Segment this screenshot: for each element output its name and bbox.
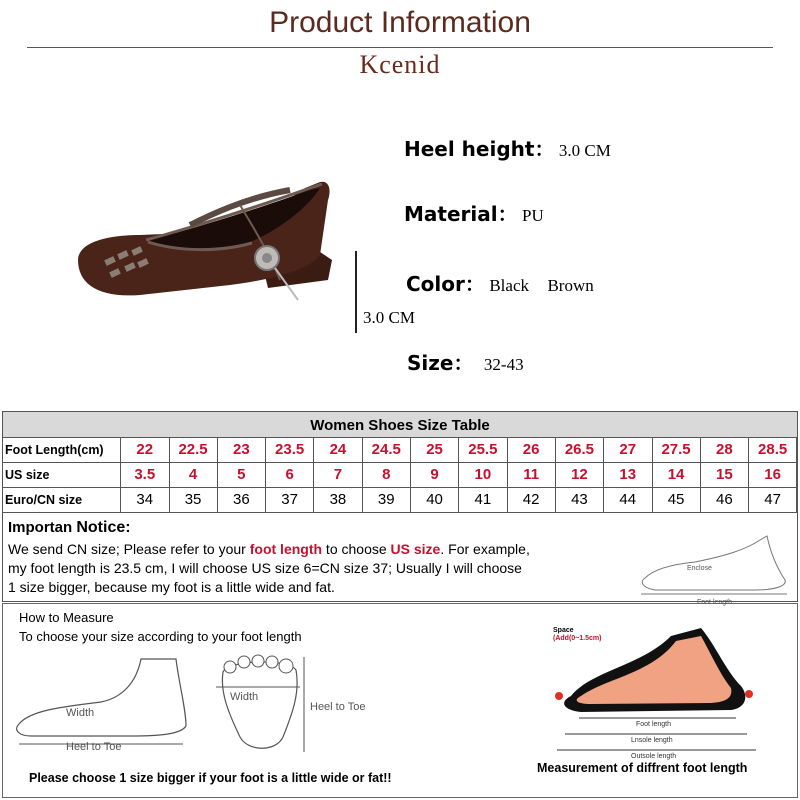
size-table-cell: 36 — [218, 488, 267, 512]
heel-height-measure: 3.0 CM — [363, 308, 415, 327]
notice-foot-length: foot length — [249, 541, 323, 557]
side-foot-diagram — [11, 654, 196, 754]
notice-text-7: 1 size bigger, because my foot is a little wide and fat. — [8, 579, 335, 595]
spec-heel-height — [404, 133, 611, 162]
size-table-cell: 37 — [266, 488, 315, 512]
heel-to-toe-label-top: Heel to Toe — [310, 701, 366, 713]
size-table-cell: 43 — [556, 488, 605, 512]
size-table-cell: 14 — [652, 463, 701, 487]
size-table-cell: 12 — [556, 463, 605, 487]
size-table-cell: 25 — [411, 438, 460, 462]
size-table-cell: 46 — [701, 488, 750, 512]
size-table-cell: 27 — [604, 438, 653, 462]
outsole-length-label: Outsole length — [631, 753, 677, 760]
heel-height-marker — [355, 251, 357, 333]
size-table-cell: 3.5 — [121, 463, 170, 487]
spec-material-value: PU — [522, 206, 544, 225]
size-table-cell: 39 — [363, 488, 412, 512]
size-table-row-label: Euro/CN size — [3, 488, 121, 512]
notice-title-b: Notice: — [76, 519, 131, 536]
size-table-cell: 9 — [411, 463, 460, 487]
spec-heel-value: 3.0 CM — [558, 141, 611, 160]
notice-title — [8, 519, 131, 537]
size-table-cell: 40 — [411, 488, 460, 512]
width-label-side: Width — [66, 707, 95, 719]
notice-title-a: Importan — [8, 519, 77, 536]
size-table-cell: 44 — [604, 488, 653, 512]
enclose-label: Enclose — [687, 565, 712, 572]
size-table-cell: 25.5 — [459, 438, 508, 462]
spec-color-value-brown: Brown — [547, 276, 594, 295]
notice-text-5: . For example, — [440, 541, 530, 557]
size-table-cell: 22 — [121, 438, 170, 462]
size-table-cell: 22.5 — [169, 438, 218, 462]
spec-size-label: Size： — [407, 351, 474, 375]
size-table-cell: 5 — [218, 463, 267, 487]
size-table-row-label: Foot Length(cm) — [3, 438, 121, 462]
size-table-row-label: US size — [3, 463, 121, 487]
size-table-row — [3, 488, 797, 513]
size-table-cell: 24.5 — [363, 438, 412, 462]
page-title: Product Information — [269, 6, 531, 39]
size-table-cell: 15 — [701, 463, 750, 487]
size-table-cell: 38 — [314, 488, 363, 512]
spec-color — [406, 268, 594, 297]
space-label: Space — [553, 627, 574, 634]
size-table-cell: 8 — [363, 463, 412, 487]
size-table-row — [3, 438, 797, 463]
top-foot-diagram — [208, 652, 398, 757]
notice-text-3: to choose — [322, 541, 391, 557]
notice-text — [8, 540, 633, 597]
size-table-cell: 27.5 — [652, 438, 701, 462]
notice-text-6: my foot length is 23.5 cm, I will choose US size 6=CN size 37; Usually I will choose — [8, 560, 522, 576]
size-table-cell: 26 — [507, 438, 556, 462]
spec-material-label: Material： — [404, 202, 518, 226]
measure-subtitle: To choose your size according to your foot length — [19, 629, 302, 644]
spec-material — [404, 198, 544, 227]
size-table — [2, 411, 798, 606]
size-table-cell: 23 — [218, 438, 267, 462]
brand-name: Kcenid — [359, 50, 441, 79]
size-table-cell: 26.5 — [556, 438, 605, 462]
size-table-cell: 42 — [507, 488, 556, 512]
heel-to-toe-label-side: Heel to Toe — [66, 741, 122, 753]
spec-color-value-black: Black — [489, 276, 529, 295]
foot-length-label: Foot length — [697, 599, 733, 606]
size-table-title: Women Shoes Size Table — [3, 412, 797, 438]
outsole-diagram — [551, 626, 766, 760]
spec-heel-label: Heel height： — [404, 137, 555, 161]
size-table-cell: 45 — [652, 488, 701, 512]
spec-size-value: 32-43 — [483, 355, 524, 374]
size-table-cell: 28.5 — [749, 438, 798, 462]
foot-length-label-sole: Foot length — [636, 721, 672, 728]
measure-caption: Measurement of diffrent foot length — [537, 761, 748, 775]
size-table-cell: 4 — [169, 463, 218, 487]
size-table-cell: 16 — [749, 463, 798, 487]
measure-footer-note: Please choose 1 size bigger if your foot is a little wide or fat!! — [29, 771, 392, 785]
size-table-cell: 41 — [459, 488, 508, 512]
foot-length-diagram — [635, 530, 795, 606]
size-table-cell: 24 — [314, 438, 363, 462]
size-table-cell: 6 — [266, 463, 315, 487]
width-label-top: Width — [230, 691, 259, 703]
space-add-label: (Add(0~1.5cm) — [553, 635, 602, 642]
spec-size — [407, 347, 524, 376]
measure-title: How to Measure — [19, 610, 114, 625]
size-table-cell: 35 — [169, 488, 218, 512]
header-divider — [27, 47, 773, 48]
how-to-measure-panel — [2, 603, 798, 798]
size-table-row — [3, 463, 797, 488]
size-table-cell: 47 — [749, 488, 798, 512]
notice-us-size: US size — [390, 541, 441, 557]
size-table-cell: 7 — [314, 463, 363, 487]
size-table-cell: 23.5 — [266, 438, 315, 462]
size-table-cell: 28 — [701, 438, 750, 462]
size-table-cell: 34 — [121, 488, 170, 512]
insole-length-label: Lnsole length — [631, 737, 673, 744]
size-table-cell: 13 — [604, 463, 653, 487]
spec-color-label: Color： — [406, 272, 485, 296]
size-table-cell: 11 — [507, 463, 556, 487]
shoe-image — [70, 160, 350, 330]
notice-text-1: We send CN size; Please refer to your — [8, 541, 250, 557]
size-table-cell: 10 — [459, 463, 508, 487]
